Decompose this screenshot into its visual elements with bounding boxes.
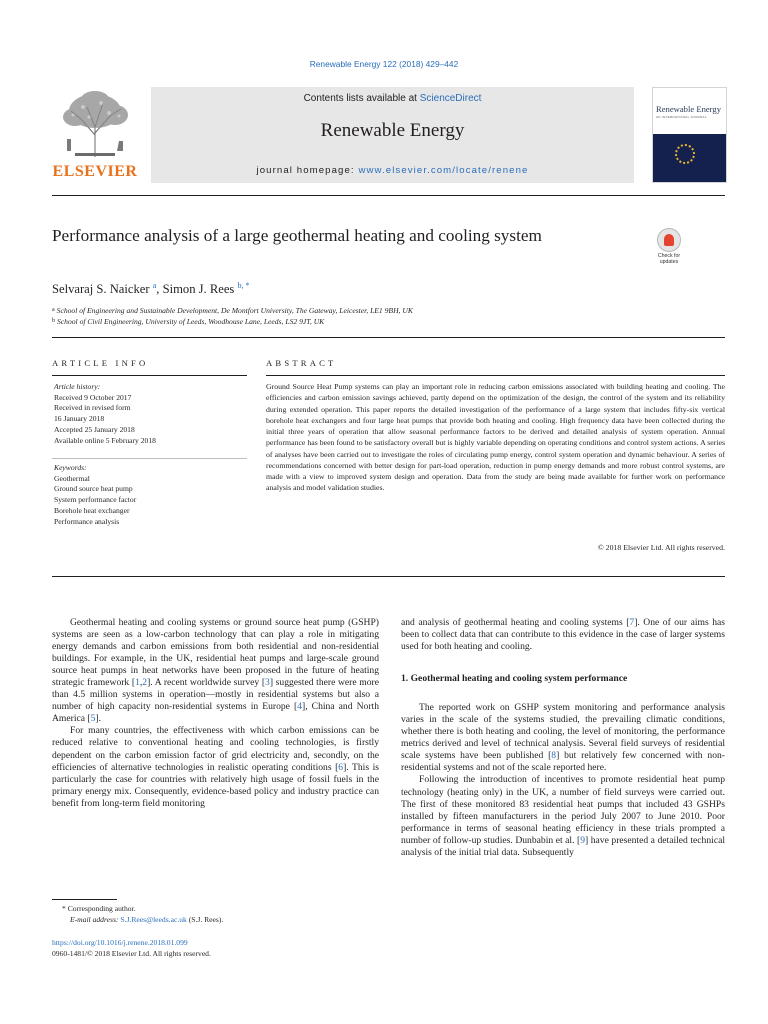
footnote-divider: [52, 899, 117, 900]
journal-cover-thumbnail[interactable]: [652, 87, 727, 183]
keyword: System performance factor: [54, 495, 137, 505]
author-name[interactable]: Selvaraj S. Naicker: [52, 282, 150, 297]
article-title: Performance analysis of a large geothermal heating and cooling system: [52, 226, 542, 245]
email-label: E-mail address:: [70, 914, 121, 924]
elsevier-tree-icon: [59, 89, 131, 159]
abstract-copyright: © 2018 Elsevier Ltd. All rights reserved.: [597, 543, 725, 552]
paragraph: The reported work on GSHP system monitoring and performance analysis varies in the scale of the systems studied, the prevailing climatic conditions, whether there is both heating and cooling, the level of monitoring, the performance metrics derived and level of technical analysis. Several field surveys of residential scale systems have been published [8] but relatively few concerned with non-residential systems and not of the scale reported here.: [401, 702, 725, 774]
affiliation: [52, 306, 413, 315]
affiliation-text: School of Civil Engineering, University of Leeds, Woodhouse Lane, Leeds, LS2 9JT, UK: [57, 317, 325, 326]
keyword: Borehole heat exchanger: [54, 505, 130, 515]
email-link[interactable]: S.J.Rees@leeds.ac.uk: [120, 914, 187, 924]
author-divider: [52, 337, 725, 338]
affiliation-mark[interactable]: b, *: [237, 281, 250, 290]
abstract-bottom-divider: [52, 576, 725, 577]
abstract-divider: [266, 375, 725, 376]
contents-prefix: Contents lists available at: [303, 93, 420, 104]
paragraph: Following the introduction of incentives to promote residential heat pump technology (heating only) in the UK, a number of field surveys were carried out. The first of these monitored 83 residential heat pumps that included 43 GSHPs installed by fifteen manufacturers in the period July 2007 to June 2010. Poor performance in terms of seasonal heating efficiency in these trials prompted a number of follow-up studies. Dunbabin et al. [9] have presented a detailed technical analysis of the initial trial data. Subsequently: [401, 774, 726, 858]
check-for-updates-badge[interactable]: [648, 228, 690, 268]
citation-link[interactable]: 2: [142, 677, 148, 689]
journal-citation-link[interactable]: Renewable Energy 122 (2018) 429–442: [309, 59, 459, 69]
body-column-left: [52, 617, 379, 810]
corresponding-label: Corresponding author.: [67, 904, 136, 913]
email-line: [52, 915, 379, 926]
author-list: Selvaraj S. Naicker $^a$, Simon J. Rees $^{b, *}$: [52, 281, 250, 297]
cover-subtitle: AN INTERNATIONAL JOURNAL: [656, 115, 707, 119]
article-info-divider: [52, 375, 247, 376]
header-divider: [52, 195, 725, 196]
affiliation-mark[interactable]: a: [152, 281, 157, 290]
history-item: 16 January 2018: [54, 414, 105, 424]
citation-link[interactable]: 7: [629, 617, 635, 628]
history-item: Received in revised form: [54, 403, 131, 413]
paragraph: For many countries, the effectiveness with which carbon emissions can be reduced relative to conventional heating and cooling technologies, is firstly dependent on the carbon emission factor of grid electricity and, secondly, on the efficiencies of alternative technologies in realistic operating conditions [6]. This is particularly the case for countries with relatively high usage of fossil fuels in the primary energy mix. Consequently, evidence-based policy and industry practice can benefit from long-term field monitoring: [52, 725, 379, 809]
cover-title: Renewable Energy: [656, 104, 721, 114]
footnote: [52, 904, 379, 925]
footnote-mark: *: [62, 904, 66, 913]
sciencedirect-link[interactable]: ScienceDirect: [419, 93, 482, 104]
check-updates-label: Check for updates: [657, 253, 681, 265]
keyword: Performance analysis: [54, 516, 120, 526]
journal-homepage-line: [151, 165, 634, 176]
article-info-heading: ARTICLE INFO: [52, 358, 149, 368]
affiliation: [52, 317, 324, 326]
abstract-heading: ABSTRACT: [266, 358, 337, 368]
affiliation-mark: b: [52, 318, 55, 324]
citation-link[interactable]: 3: [265, 677, 270, 689]
citation-link[interactable]: 9: [580, 834, 586, 846]
journal-homepage-link[interactable]: www.elsevier.com/locate/renene: [358, 165, 529, 176]
history-item: Available online 5 February 2018: [54, 435, 156, 445]
issn-line: 0960-1481/© 2018 Elsevier Ltd. All rights reserved.: [52, 948, 211, 958]
section-heading: 1. Geothermal heating and cooling system performance: [401, 673, 628, 685]
author-name[interactable]: Simon J. Rees: [162, 282, 235, 297]
citation-link[interactable]: 1: [135, 677, 140, 689]
doi-block: [52, 938, 379, 959]
cover-emblem-icon: [675, 144, 695, 164]
paragraph: Geothermal heating and cooling systems or ground source heat pump (GSHP) systems are seen as a low-carbon technology that can play a role in mitigating energy demands and carbon emissions from both residential and non-residential buildings. For example, in the UK, residential heat pumps and large-scale ground source heat pumps in heat networks have been proposed in the future of heating strategic framework [1,2]. A recent worldwide survey [3] suggested there were more than 4.5 million systems in operation—mostly in residential systems but also a number of high capacity non-residential systems in Europe [4], China and North America [5].: [52, 617, 379, 725]
keywords-divider: [52, 458, 247, 459]
journal-title: Renewable Energy: [320, 120, 465, 141]
keywords-label: Keywords:: [54, 463, 87, 472]
affiliation-text: School of Engineering and Sustainable Development, De Montfort University, The Gateway, Leicester, LE1 9BH, UK: [56, 306, 413, 315]
contents-line: [151, 93, 634, 104]
elsevier-wordmark: ELSEVIER: [52, 163, 138, 180]
keywords-list: [54, 463, 249, 527]
article-history: [54, 382, 249, 446]
affiliation-mark: a: [52, 307, 55, 313]
keyword: Geothermal: [54, 473, 90, 483]
citation-link[interactable]: 6: [338, 761, 344, 773]
body-column-right: [401, 617, 725, 859]
abstract-text: Ground Source Heat Pump systems can play an important role in reducing carbon emissions associated with building heating and cooling. The efficiencies and carbon emission savings achieved, partly depend on the optimization of the design, the control of the system and its reliability during extended operation. This paper reports the detailed investigation of the performance of a large system that includes fifty-six vertical borehole heat exchangers and four large heat pumps that provide both heating and cooling. High frequency data have been collected during the initial three years of operation that allow seasonal performance factors to be derived and detailed analysis of system operation. Annual performance has been found to be satisfactory overall but is highly variable depending on operating conditions and control system actions. A series of analyses have been carried out to investigate the roles of circulating pump energy, control system operation and dynamic behaviour. A series of recommendations concerned with better design for part-load operation, reduction in pump energy demands and more robust control systems, are made with a view to improved system design and operation. Data from the study are being made available for further work on performance analysis and model validation studies.: [266, 382, 725, 493]
citation-link[interactable]: 5: [90, 713, 96, 725]
doi-link[interactable]: https://doi.org/10.1016/j.renene.2018.01.099: [52, 938, 188, 947]
journal-banner: [151, 87, 634, 183]
email-suffix: (S.J. Rees).: [186, 914, 224, 924]
citation-link[interactable]: 4: [297, 701, 303, 713]
homepage-label: journal homepage:: [256, 165, 359, 176]
cover-image-band: [653, 134, 726, 182]
check-updates-icon: [657, 228, 681, 252]
history-item: Accepted 25 January 2018: [54, 424, 135, 434]
history-label: Article history:: [54, 382, 101, 391]
keyword: Ground source heat pump: [54, 484, 133, 494]
elsevier-logo[interactable]: [52, 87, 138, 183]
paragraph: and analysis of geothermal heating and cooling systems [7]. One of our aims has been to collect data that can contribute to this evidence in the case of larger systems used for both heating and cooling.: [401, 617, 725, 653]
history-item: Received 9 October 2017: [54, 392, 132, 402]
corresponding-note: [52, 904, 379, 915]
citation-link[interactable]: 8: [551, 750, 557, 762]
